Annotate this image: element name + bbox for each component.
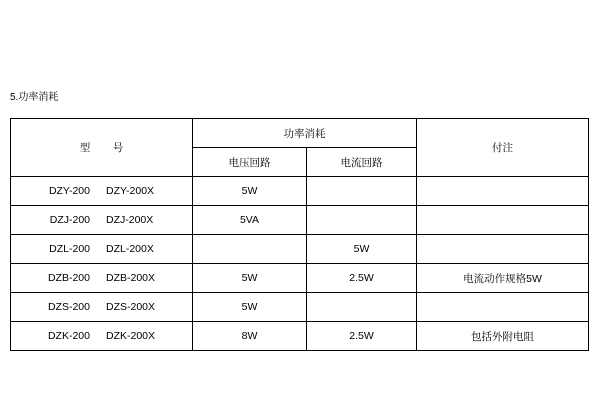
model-name-b: DZY-200X [106, 185, 155, 197]
table-row [11, 293, 589, 322]
model-name-b: DZB-200X [105, 272, 156, 284]
page-title: 5.功率消耗 [10, 92, 59, 103]
cell-current: 2.5W [307, 264, 417, 293]
cell-current [307, 206, 417, 235]
cell-model [11, 293, 193, 322]
model-name-a: DZB-200 [47, 272, 90, 284]
model-name-a: DZK-200 [47, 330, 90, 342]
spec-table-container [10, 118, 588, 351]
cell-remark [417, 293, 589, 322]
cell-remark: 包括外附电阻 [417, 322, 589, 351]
power-consumption-table [10, 118, 589, 351]
model-name-b: DZS-200X [105, 301, 156, 313]
model-name-a: DZJ-200 [49, 214, 90, 226]
cell-remark: 电流动作规格5W [417, 264, 589, 293]
cell-voltage: 5W [193, 177, 307, 206]
table-row [11, 264, 589, 293]
cell-voltage: 5W [193, 264, 307, 293]
model-name-a: DZL-200 [49, 243, 90, 255]
header-remark: 付注 [417, 119, 589, 177]
cell-remark [417, 206, 589, 235]
table-row [11, 177, 589, 206]
cell-voltage: 5VA [193, 206, 307, 235]
header-model-label: 型 号 [79, 142, 130, 154]
header-power-consumption: 功率消耗 [193, 119, 417, 148]
cell-current: 5W [307, 235, 417, 264]
cell-voltage: 5W [193, 293, 307, 322]
model-name-a: DZS-200 [47, 301, 90, 313]
cell-model [11, 264, 193, 293]
header-voltage-circuit: 电压回路 [193, 148, 307, 177]
cell-current [307, 293, 417, 322]
cell-model [11, 206, 193, 235]
cell-voltage [193, 235, 307, 264]
cell-remark [417, 235, 589, 264]
cell-model [11, 235, 193, 264]
table-row [11, 206, 589, 235]
cell-voltage: 8W [193, 322, 307, 351]
table-row [11, 322, 589, 351]
table-row [11, 235, 589, 264]
model-name-b: DZJ-200X [106, 214, 154, 226]
cell-current: 2.5W [307, 322, 417, 351]
table-header-row-1 [11, 119, 589, 148]
cell-model [11, 322, 193, 351]
cell-remark [417, 177, 589, 206]
model-name-a: DZY-200 [48, 185, 90, 197]
header-current-circuit: 电流回路 [307, 148, 417, 177]
model-name-b: DZL-200X [106, 243, 154, 255]
cell-model [11, 177, 193, 206]
header-model [11, 119, 193, 177]
cell-current [307, 177, 417, 206]
model-name-b: DZK-200X [105, 330, 156, 342]
